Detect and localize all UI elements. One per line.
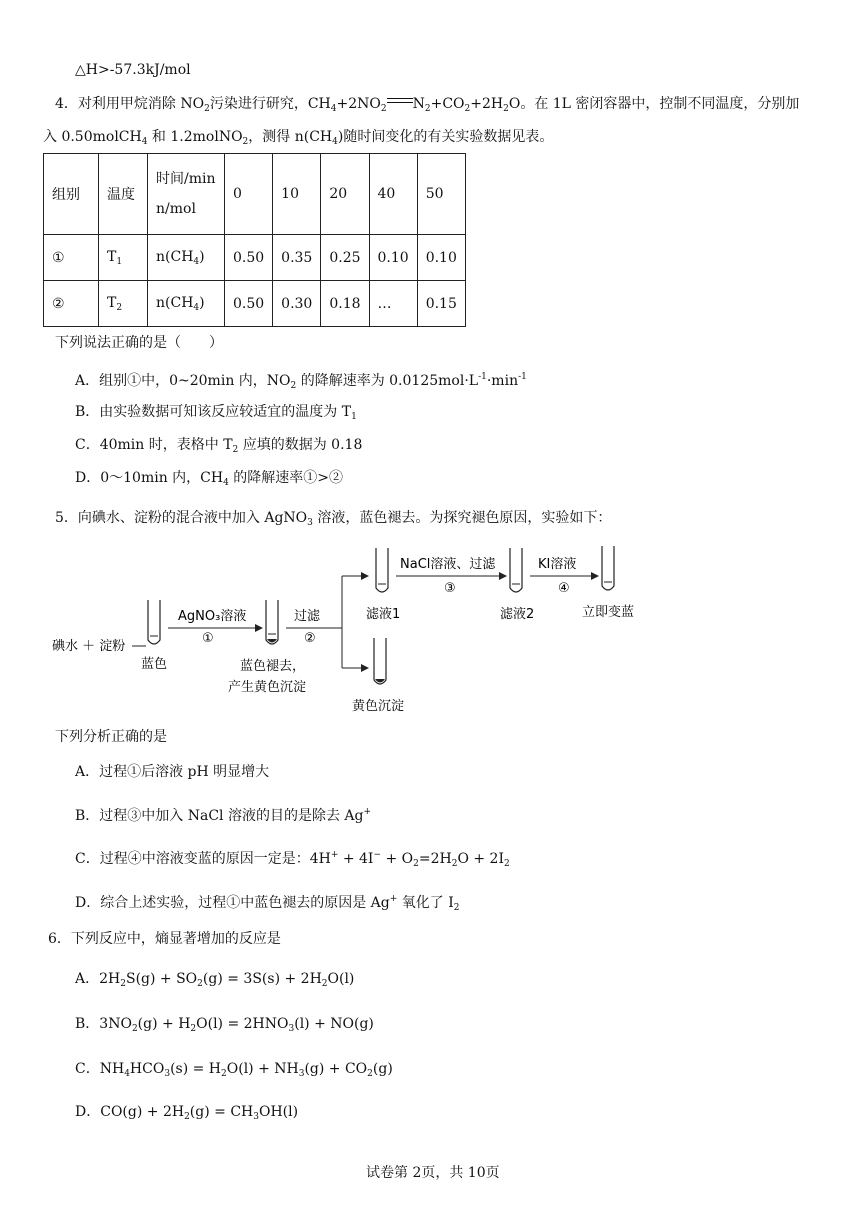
test-tube-icon	[376, 548, 388, 592]
diagram-turnblue-label: 立即变蓝	[582, 605, 635, 620]
header-time-10: 10	[273, 154, 321, 235]
q4-stem-line1: 4．对利用甲烷消除 $NO_2$污染进行研究，$CH_4+2NO_2$ $N_2+CO_2+2H_2O$。在 1L 密闭容器中，控制不同温度，分别加	[55, 96, 800, 114]
cell-group: ①	[44, 235, 99, 281]
header-time-20: 20	[321, 154, 369, 235]
cell-value: 0.50	[225, 281, 273, 327]
diagram-blue-label: 蓝色	[141, 657, 168, 672]
diagram-step1: ①	[202, 631, 214, 646]
q5-option-c[interactable]: C．过程④中溶液变蓝的原因一定是：$4H^+ + 4I^- + O_2=2H_2O + 2I_2$	[75, 850, 510, 869]
cell-value: 0.10	[417, 235, 465, 281]
diagram-fade-label-1: 蓝色褪去，	[240, 659, 306, 674]
table-row	[44, 281, 466, 327]
q6-option-d[interactable]: D．$CO(g) + 2H_2(g) = CH_3OH(l)$	[75, 1104, 299, 1122]
header-temp: 温度	[99, 154, 148, 235]
test-tube-icon	[602, 546, 614, 590]
diagram-filtrate2-label: 滤液2	[500, 607, 535, 622]
diagram-agno3-label: AgNO₃溶液	[178, 609, 247, 624]
diagram-step4: ④	[558, 581, 570, 596]
cell-label: $n(CH_4)$	[148, 281, 225, 327]
cell-value: 0.50	[225, 235, 273, 281]
q4-prompt: 下列说法正确的是（ ）	[55, 335, 223, 351]
q3-option-tail: △H>-57.3kJ/mol	[75, 62, 191, 78]
q4-option-d[interactable]: D．0～10min 内，$CH_4$ 的降解速率①>②	[75, 470, 344, 488]
q5-experiment-diagram	[50, 540, 650, 720]
q6-stem: 6．下列反应中，熵显著增加的反应是	[48, 931, 281, 947]
q5-prompt: 下列分析正确的是	[55, 729, 167, 745]
table-row	[44, 235, 466, 281]
diagram-nacl-label: NaCl溶液、过滤	[400, 557, 496, 572]
cell-value: 0.25	[321, 235, 369, 281]
q4-option-a[interactable]: A．组别①中，0~20min 内，$NO_2$ 的降解速率为 $0.0125mol\cdot L^{-1}\cdot\min^{-1}$	[75, 372, 527, 391]
cell-value: 0.18	[321, 281, 369, 327]
header-group: 组别	[44, 154, 99, 235]
q5-option-b[interactable]: B．过程③中加入 NaCl 溶液的目的是除去 Ag+	[75, 807, 372, 824]
q6-option-b[interactable]: B．$3NO_2(g) + H_2O(l) = 2HNO_3(l) + NO(g)$	[75, 1016, 374, 1034]
q6-option-c[interactable]: C．$NH_4HCO_3(s) = H_2O(l) + NH_3(g) + CO_2(g)$	[75, 1061, 393, 1079]
test-tube-icon	[510, 548, 522, 592]
test-tube-icon	[374, 638, 386, 684]
cell-value: 0.15	[417, 281, 465, 327]
diagram-filter-label: 过滤	[294, 609, 321, 624]
header-time-unit: 时间/min n/mol	[148, 154, 225, 235]
q4-option-b[interactable]: B．由实验数据可知该反应较适宜的温度为 $T_1$	[75, 404, 357, 422]
q5-stem: 5．向碘水、淀粉的混合液中加入 AgNO$_3$ 溶液，蓝色褪去。为探究褪色原因，实验如下：	[55, 510, 612, 528]
q4-data-table	[43, 153, 466, 327]
q6-option-a[interactable]: A．$2H_2S(g) + SO_2(g) = 3S(s) + 2H_2O(l)$	[75, 971, 355, 989]
diagram-start-label: 碘水 ＋ 淀粉	[52, 639, 126, 654]
equilibrium-arrow-icon	[387, 96, 413, 106]
diagram-yellow-label: 黄色沉淀	[352, 699, 405, 714]
cell-value: …	[369, 281, 417, 327]
table-header-row	[44, 154, 466, 235]
cell-label: $n(CH_4)$	[148, 235, 225, 281]
cell-value: 0.10	[369, 235, 417, 281]
diagram-step2: ②	[304, 631, 316, 646]
q4-option-c[interactable]: C．40min 时，表格中 $T_2$ 应填的数据为 0.18	[75, 437, 363, 455]
header-time-40: 40	[369, 154, 417, 235]
test-tube-icon	[266, 600, 278, 644]
cell-value: 0.30	[273, 281, 321, 327]
test-tube-icon	[148, 600, 160, 644]
cell-group: ②	[44, 281, 99, 327]
q4-stem-line2: 入 0.50molCH$_4$ 和 1.2molNO$_2$，测得 $n(CH_4)$随时间变化的有关实验数据见表。	[43, 129, 554, 147]
cell-temp: $T_2$	[99, 281, 148, 327]
diagram-fade-label-2: 产生黄色沉淀	[228, 680, 307, 695]
q5-option-d[interactable]: D．综合上述实验，过程①中蓝色褪去的原因是 Ag+ 氧化了 $I_2$	[75, 894, 460, 913]
diagram-filtrate1-label: 滤液1	[366, 607, 401, 622]
cell-value: 0.35	[273, 235, 321, 281]
q5-option-a[interactable]: A．过程①后溶液 pH 明显增大	[75, 764, 270, 780]
diagram-ki-label: KI溶液	[538, 557, 577, 572]
diagram-step3: ③	[444, 581, 456, 596]
cell-temp: $T_1$	[99, 235, 148, 281]
page-footer: 试卷第 2页，共 10页	[366, 1165, 500, 1181]
header-time-50: 50	[417, 154, 465, 235]
header-time-0: 0	[225, 154, 273, 235]
